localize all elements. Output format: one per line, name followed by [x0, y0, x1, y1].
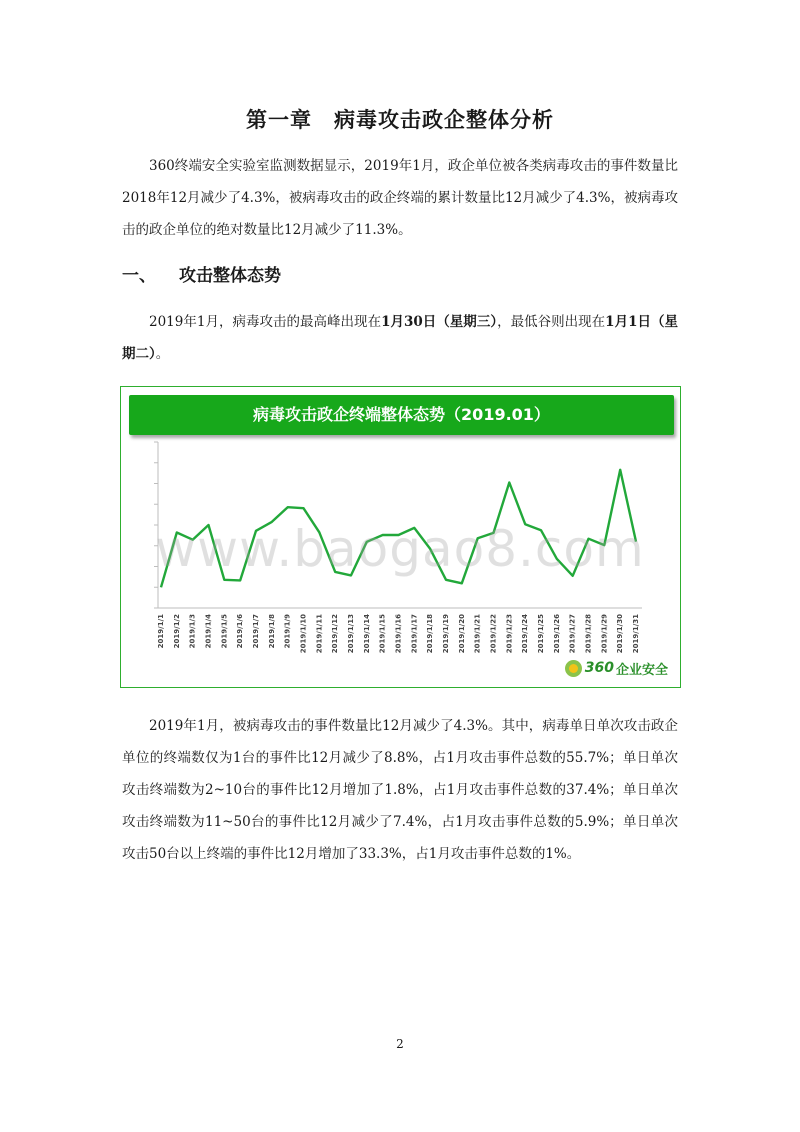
x-tick-label: 2019/1/3: [188, 614, 197, 649]
x-tick-label: 2019/1/30: [616, 614, 625, 654]
x-tick-label: 2019/1/7: [252, 614, 260, 649]
trend-text-1: 2019年1月，病毒攻击的最高峰出现在: [149, 314, 382, 330]
logo-number: 360: [584, 660, 614, 676]
x-tick-label: 2019/1/10: [299, 614, 308, 654]
trend-text-3: 。: [155, 346, 170, 362]
x-tick-label: 2019/1/2: [172, 614, 181, 649]
logo-text: 企业安全: [615, 662, 668, 678]
x-tick-label: 2019/1/4: [204, 614, 213, 649]
x-tick-label: 2019/1/11: [315, 614, 324, 654]
x-tick-label: 2019/1/17: [410, 614, 419, 654]
x-tick-label: 2019/1/12: [331, 614, 340, 654]
360-logo-icon: [565, 660, 582, 677]
x-tick-label: 2019/1/13: [347, 614, 355, 654]
x-tick-label: 2019/1/25: [537, 614, 545, 654]
low-date: 1月1日（星期二）: [122, 314, 678, 362]
x-tick-label: 2019/1/18: [426, 614, 435, 654]
x-tick-label: 2019/1/22: [489, 614, 498, 654]
trend-text-2: ，最低谷则出现在: [497, 314, 606, 330]
x-tick-label: 2019/1/29: [600, 614, 609, 654]
x-tick-label: 2019/1/23: [505, 614, 514, 654]
x-tick-label: 2019/1/19: [442, 614, 450, 654]
x-tick-label: 2019/1/28: [584, 614, 593, 654]
section-title: 攻击整体态势: [179, 266, 281, 286]
x-tick-label: 2019/1/14: [362, 614, 371, 654]
chart-frame: [120, 386, 681, 688]
360-logo: [565, 657, 668, 679]
intro-paragraph: 360终端安全实验室监测数据显示，2019年1月，政企单位被各类病毒攻击的事件数量比2018年12月减少了4.3%，被病毒攻击的政企终端的累计数量比12月减少了4.3%，被病毒攻击的政企单位的绝对数量比12月减少了11.3%。: [122, 158, 678, 238]
line-chart: [121, 387, 682, 689]
chart-title: 病毒攻击政企终端整体态势（2019.01）: [129, 395, 674, 435]
x-tick-label: 2019/1/20: [457, 614, 466, 654]
x-tick-label: 2019/1/6: [236, 614, 245, 649]
x-tick-label: 2019/1/1: [157, 614, 165, 649]
watermark: www.baogao8.com: [155, 520, 645, 578]
x-tick-label: 2019/1/27: [568, 614, 577, 654]
section-number: 一、: [122, 266, 156, 286]
series-line: [161, 470, 636, 588]
analysis-paragraph: 2019年1月，被病毒攻击的事件数量比12月减少了4.3%。其中，病毒单日单次攻击政企单位的终端数仅为1台的事件比12月减少了8.8%，占1月攻击事件总数的55.7%；单日单次攻击终端数为2~10台的事件比12月增加了1.8%，占1月攻击事件总数的37.4%；单日单次攻击终端数为11~50台的事件比12月减少了7.4%，占1月攻击事件总数的5.9%；单日单次攻击50台以上终端的事件比12月增加了33.3%，占1月攻击事件总数的1%。: [122, 718, 678, 862]
trend-paragraph: [122, 306, 678, 370]
x-tick-label: 2019/1/31: [632, 614, 640, 654]
chapter-title: 第一章 病毒攻击政企整体分析: [246, 108, 554, 132]
peak-date: 1月30日（星期三）: [381, 314, 498, 330]
x-tick-label: 2019/1/9: [283, 614, 292, 649]
x-tick-label: 2019/1/15: [378, 614, 387, 654]
section-heading: [122, 261, 281, 286]
x-tick-label: 2019/1/8: [267, 614, 276, 649]
x-tick-label: 2019/1/26: [552, 614, 561, 654]
x-tick-label: 2019/1/21: [473, 614, 482, 654]
x-tick-label: 2019/1/5: [220, 614, 229, 649]
x-tick-label: 2019/1/24: [521, 614, 530, 654]
page-number: 2: [396, 1037, 404, 1051]
x-tick-label: 2019/1/16: [394, 614, 403, 654]
